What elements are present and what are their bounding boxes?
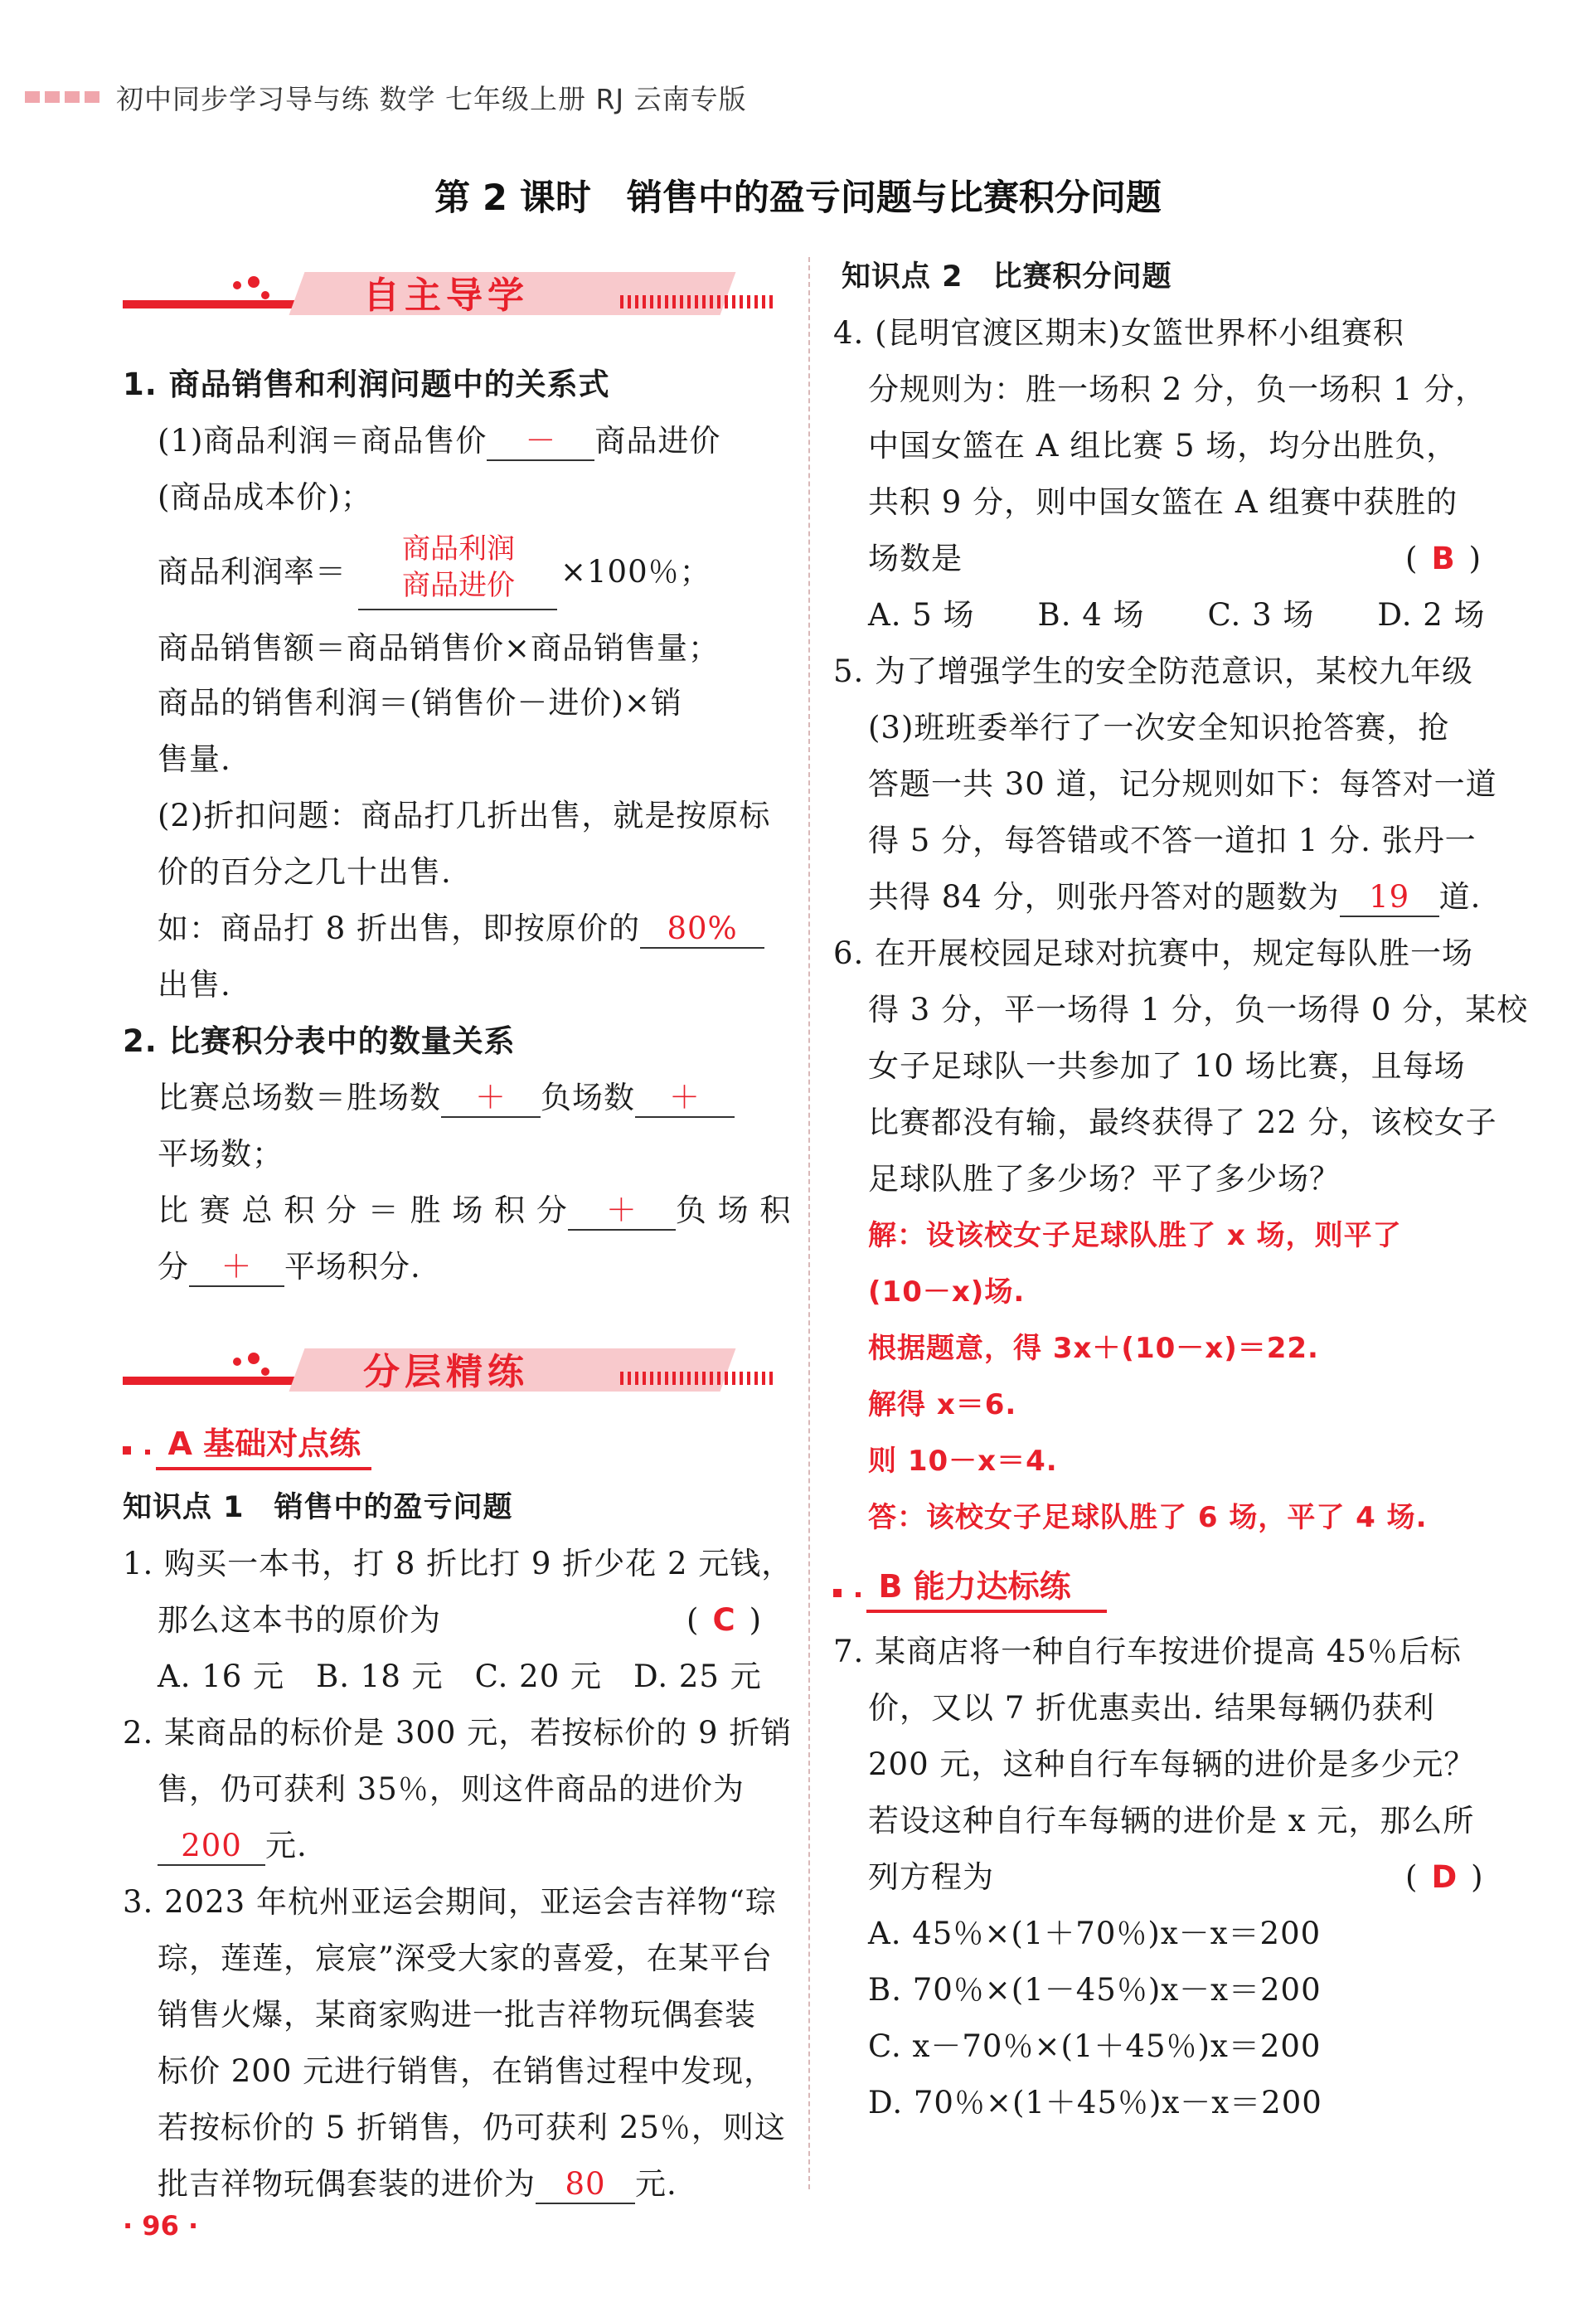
text-line: 出售. (158, 967, 231, 1003)
answer-blank: 80 (536, 2163, 635, 2204)
text-line: (2)折扣问题：商品打几折出售，就是按原标 (158, 798, 771, 833)
text-line: 得 5 分，每答错或不答一道扣 1 分. 张丹一 (868, 823, 1477, 858)
answer-blank: ＋ (635, 1076, 735, 1118)
text-line: 比赛总场数＝胜场数 ＋ 负场数 ＋ (158, 1076, 735, 1120)
option-b: B. 70％×(1－45％)x－x＝200 (868, 1972, 1322, 2008)
text-line: 销售火爆，某商家购进一批吉祥物玩偶套装 (158, 1997, 756, 2033)
text-line: 女子足球队一共参加了 10 场比赛，且每场 (868, 1048, 1466, 1084)
text-line: 足球队胜了多少场？平了多少场？ (868, 1161, 1341, 1197)
knowledge-point: 知识点 1 销售中的盈亏问题 (123, 1491, 513, 1524)
solution-line: 解：设该校女子足球队胜了 x 场，则平了 (868, 1219, 1402, 1252)
running-header (25, 76, 747, 118)
text-line: 中国女篮在 A 组比赛 5 场，均分出胜负， (868, 428, 1458, 464)
text-line: 价的百分之几十出售. (158, 854, 452, 890)
option-a: A. 45％×(1＋70％)x－x＝200 (868, 1916, 1322, 1951)
options: A. 16 元 B. 18 元 C. 20 元 D. 25 元 (158, 1659, 762, 1694)
text-line: 如：商品打 8 折出售，即按原价的 80% (158, 907, 764, 950)
header-square-icon (65, 91, 80, 103)
header-square-icon (85, 91, 99, 103)
question-5: 5. 为了增强学生的安全防范意识，某校九年级 (833, 653, 1474, 689)
text-line: 共得 84 分，则张丹答对的题数为 19 道. (868, 876, 1481, 919)
text-line: 若按标价的 5 折销售，仍可获利 25％，则这 (158, 2110, 786, 2145)
option-d: D. 70％×(1＋45％)x－x＝200 (868, 2085, 1322, 2120)
solution-line: 则 10－x＝4. (868, 1445, 1058, 1478)
text-line: 若设这种自行车每辆的进价是 x 元，那么所 (868, 1803, 1475, 1839)
options: A. 5 场 B. 4 场 C. 3 场 D. 2 场 (868, 597, 1486, 633)
subsection-a: A 基础对点练 (123, 1418, 363, 1464)
text-line: 商品利润率＝ (158, 554, 347, 590)
text-line: 列方程为 (868, 1859, 994, 1895)
question-3: 3. 2023 年杭州亚运会期间，亚运会吉祥物“琮 (123, 1884, 777, 1920)
question-7: 7. 某商店将一种自行车按进价提高 45％后标 (833, 1634, 1462, 1669)
answer-blank: ＋ (568, 1189, 676, 1231)
header-square-icon (45, 91, 60, 103)
text-line: 商品销售额＝商品销售价×商品销售量； (158, 630, 720, 666)
dots-icon (229, 275, 279, 308)
section-title: 自主导学 (363, 274, 529, 317)
section-banner-practice (123, 1342, 778, 1400)
fraction-numerator: 商品利润 (402, 532, 515, 566)
solution-line: (10－x)场. (868, 1275, 1026, 1309)
text-line: 得 3 分，平一场得 1 分，负一场得 0 分，某校 (868, 992, 1529, 1027)
solution-line: 答：该校女子足球队胜了 6 场，平了 4 场. (868, 1501, 1428, 1534)
header-text: 初中同步学习导与练 数学 七年级上册 RJ 云南专版 (116, 82, 747, 115)
text-line: 琮，莲莲，宸宸”深受大家的喜爱，在某平台 (158, 1941, 773, 1976)
square-icon (123, 1446, 131, 1455)
text-line: (3)班班委举行了一次安全知识抢答赛，抢 (868, 710, 1450, 746)
text-line: 批吉祥物玩偶套装的进价为 80 元. (158, 2163, 677, 2206)
text-line: 200 元，这种自行车每辆的进价是多少元？ (868, 1746, 1476, 1782)
text-line: 答题一共 30 道，记分规则如下：每答对一道 (868, 766, 1497, 802)
fraction-blank-line (358, 609, 557, 610)
answer-blank: － (487, 420, 594, 461)
text-line: 场数是 (868, 541, 963, 576)
page-number: · 96 · (123, 2210, 199, 2242)
answer-blank: 19 (1340, 876, 1439, 917)
choice-answer: ( C ) (686, 1602, 763, 1638)
section-banner-self-study (123, 265, 778, 323)
answer-blank: 200 (158, 1824, 265, 1866)
solution-line: 根据题意，得 3x＋(10－x)＝22. (868, 1332, 1319, 1365)
text-line: 价，又以 7 折优惠卖出. 结果每辆仍获利 (868, 1690, 1435, 1726)
square-icon (856, 1592, 861, 1597)
answer-blank: ＋ (189, 1246, 284, 1287)
knowledge-point: 知识点 2 比赛积分问题 (842, 260, 1172, 294)
choice-answer: ( B ) (1405, 541, 1482, 576)
option-c: C. x－70％×(1＋45％)x＝200 (868, 2028, 1322, 2064)
answer-blank: 80% (640, 907, 764, 949)
text-line: 分 ＋ 平场积分. (158, 1246, 421, 1289)
question-2: 2. 某商品的标价是 300 元，若按标价的 9 折销 (123, 1715, 793, 1751)
dots-icon (229, 1352, 279, 1385)
column-divider (808, 257, 810, 2189)
choice-answer: ( D ) (1405, 1859, 1484, 1895)
text-line: 标价 200 元进行销售，在销售过程中发现， (158, 2053, 776, 2089)
text-line: 共积 9 分，则中国女篮在 A 组赛中获胜的 (868, 484, 1458, 520)
header-square-icon (25, 91, 40, 103)
question-4: 4. (昆明官渡区期末)女篮世界杯小组赛积 (833, 315, 1404, 351)
item-heading: 2. 比赛积分表中的数量关系 (123, 1023, 516, 1059)
fraction (363, 531, 554, 604)
text-line: (商品成本价)； (158, 479, 372, 515)
lesson-title: 第 2 课时 销售中的盈亏问题与比赛积分问题 (434, 177, 1162, 219)
text-line: 分规则为：胜一场积 2 分，负一场积 1 分， (868, 372, 1487, 407)
question-6: 6. 在开展校园足球对抗赛中，规定每队胜一场 (833, 935, 1474, 971)
subsection-b: B 能力达标练 (833, 1561, 1099, 1606)
text-line: 平场数； (158, 1136, 284, 1172)
fraction-denominator: 商品进价 (402, 569, 515, 602)
question-1: 1. 购买一本书，打 8 折比打 9 折少花 2 元钱， (123, 1546, 793, 1581)
text-line: 商品的销售利润＝(销售价－进价)×销 (158, 685, 682, 721)
text-line: 比赛都没有输，最终获得了 22 分，该校女子 (868, 1105, 1497, 1140)
square-icon (145, 1450, 150, 1455)
item-heading: 1. 商品销售和利润问题中的关系式 (123, 367, 610, 402)
text-line: 售量. (158, 741, 231, 777)
text-line: 那么这本书的原价为 (158, 1602, 441, 1638)
text-line: 比 赛 总 积 分 ＝ 胜 场 积 分 ＋ 负 场 积 (158, 1189, 791, 1232)
solution-line: 解得 x＝6. (868, 1388, 1017, 1421)
text-line: 售，仍可获利 35％，则这件商品的进价为 (158, 1771, 745, 1807)
square-icon (833, 1589, 842, 1597)
section-title: 分层精练 (363, 1351, 529, 1393)
text-line: 200 元. (158, 1824, 308, 1868)
answer-blank: ＋ (441, 1076, 541, 1118)
text-line: (1)商品利润＝商品售价 － 商品进价 (158, 420, 720, 463)
text-line: ×100％； (560, 554, 711, 590)
